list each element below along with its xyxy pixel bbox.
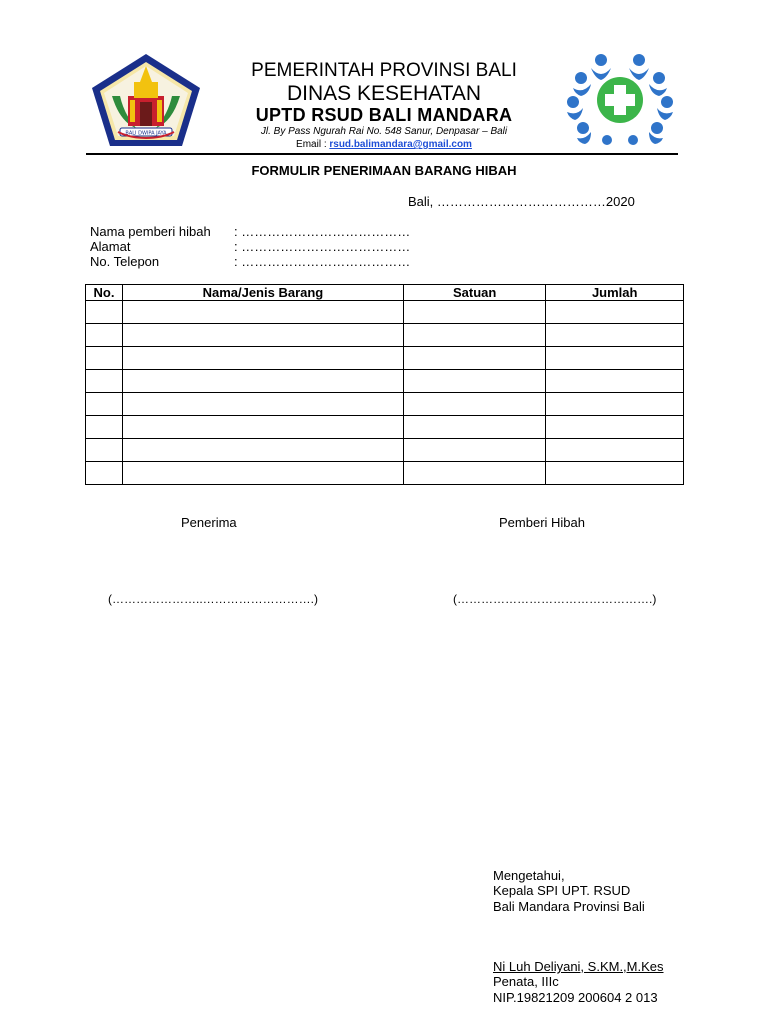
table-cell [403, 416, 546, 439]
table-cell [122, 370, 403, 393]
table-cell [122, 462, 403, 485]
header-address: Jl. By Pass Ngurah Rai No. 548 Sanur, Denpasar – Bali [260, 126, 508, 137]
approval-position: Kepala SPI UPT. RSUD [493, 883, 631, 898]
table-cell [403, 301, 546, 324]
field-label: No. Telepon [90, 254, 160, 269]
receiver-label: Penerima [181, 515, 237, 530]
header-government: PEMERINTAH PROVINSI BALI [251, 60, 517, 81]
approval-institution: Bali Mandara Provinsi Bali [493, 899, 645, 914]
table-cell [546, 324, 684, 347]
table-cell [403, 347, 546, 370]
field-value: ………………………………… [241, 224, 411, 239]
table-cell [546, 301, 684, 324]
approval-heading: Mengetahui, [493, 868, 565, 883]
field-label: Alamat [90, 239, 131, 254]
giver-signature-line: (………………………………………….) [453, 592, 657, 606]
table-cell [86, 462, 123, 485]
table-cell [403, 393, 546, 416]
table-header-row [86, 285, 684, 301]
giver-label: Pemberi Hibah [499, 515, 585, 530]
table-cell [86, 324, 123, 347]
goods-table [85, 284, 684, 485]
field-value: ………………………………… [241, 239, 411, 254]
form-title: FORMULIR PENERIMAAN BARANG HIBAH [251, 163, 517, 178]
table-cell [546, 439, 684, 462]
table-cell [403, 462, 546, 485]
field-phone [90, 254, 410, 269]
table-cell [86, 370, 123, 393]
table-cell [122, 301, 403, 324]
table-row [86, 347, 684, 370]
hospital-cross-logo-icon [563, 50, 677, 146]
table-cell [86, 347, 123, 370]
emblem-motto: BALI DWIPA JAYA [125, 130, 167, 137]
table-cell [546, 416, 684, 439]
place-date: Bali, …………………………………2020 [408, 194, 635, 209]
table-cell [86, 301, 123, 324]
table-row [86, 439, 684, 462]
table-cell [122, 416, 403, 439]
table-cell [86, 439, 123, 462]
field-separator: : [234, 239, 238, 254]
approver-rank: Penata, IIIc [493, 974, 559, 989]
field-label: Nama pemberi hibah [90, 224, 211, 239]
table-cell [122, 439, 403, 462]
approver-nip: NIP.19821209 200604 2 013 [493, 990, 658, 1005]
header-divider [86, 153, 678, 155]
table-cell [403, 370, 546, 393]
field-separator: : [234, 254, 238, 269]
receiver-signature-line: (…………………..……………………….) [108, 592, 318, 606]
column-header-unit: Satuan [403, 285, 546, 301]
field-donor-name [90, 224, 410, 239]
table-cell [403, 324, 546, 347]
table-cell [122, 347, 403, 370]
field-value: ………………………………… [241, 254, 411, 269]
table-cell [546, 347, 684, 370]
bali-province-emblem-icon [90, 52, 202, 148]
header-department: DINAS KESEHATAN [286, 82, 482, 105]
header-email-line [200, 139, 568, 150]
field-separator: : [234, 224, 238, 239]
table-row [86, 462, 684, 485]
table-row [86, 324, 684, 347]
approver-name: Ni Luh Deliyani, S.KM.,M.Kes [493, 959, 664, 974]
table-cell [546, 462, 684, 485]
table-cell [122, 324, 403, 347]
table-cell [546, 393, 684, 416]
column-header-item: Nama/Jenis Barang [122, 285, 403, 301]
email-label: Email : [296, 139, 327, 150]
table-cell [86, 416, 123, 439]
table-row [86, 301, 684, 324]
table-row [86, 416, 684, 439]
column-header-quantity: Jumlah [546, 285, 684, 301]
table-cell [86, 393, 123, 416]
column-header-no: No. [86, 285, 123, 301]
header-hospital-name: UPTD RSUD BALI MANDARA [255, 105, 513, 125]
field-address [90, 239, 410, 254]
table-cell [403, 439, 546, 462]
email-link[interactable]: rsud.balimandara@gmail.com [329, 139, 472, 150]
table-row [86, 370, 684, 393]
table-cell [122, 393, 403, 416]
table-row [86, 393, 684, 416]
table-cell [546, 370, 684, 393]
